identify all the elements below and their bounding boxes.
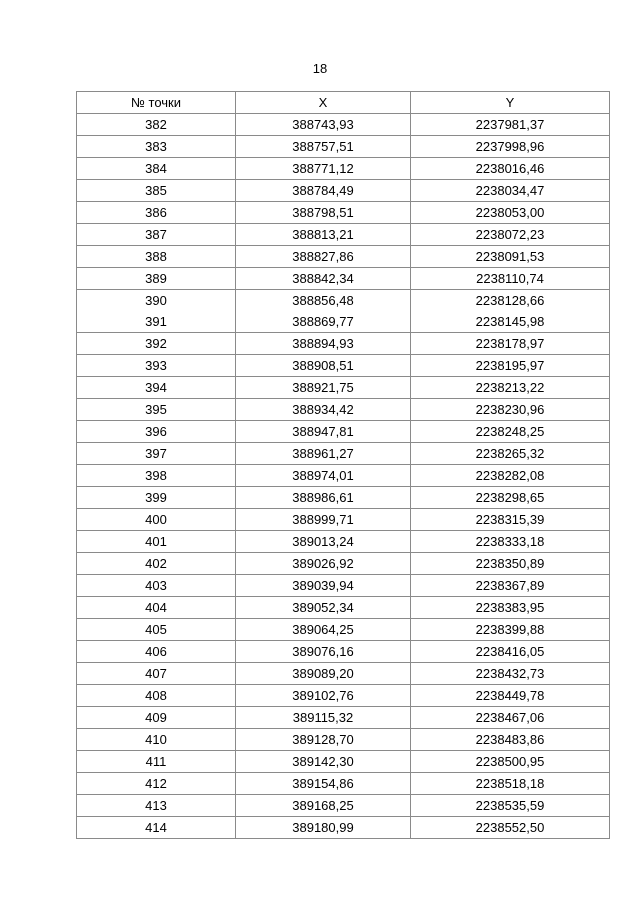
table-row [77,465,610,487]
cell-x: 388934,42 [236,399,411,421]
cell-x: 388869,77 [236,311,411,333]
table-row [77,290,610,312]
cell-point-number: 400 [77,509,236,531]
table-row [77,685,610,707]
cell-point-number: 399 [77,487,236,509]
cell-point-number: 396 [77,421,236,443]
table-body [77,114,610,839]
table-row [77,377,610,399]
cell-x: 388813,21 [236,224,411,246]
table-row [77,531,610,553]
cell-y: 2238483,86 [411,729,610,751]
cell-y: 2238128,66 [411,290,610,312]
cell-x: 389128,70 [236,729,411,751]
cell-x: 388842,34 [236,268,411,290]
cell-x: 388856,48 [236,290,411,312]
cell-point-number: 382 [77,114,236,136]
cell-x: 388894,93 [236,333,411,355]
cell-point-number: 398 [77,465,236,487]
cell-point-number: 393 [77,355,236,377]
table-row [77,663,610,685]
cell-x: 388784,49 [236,180,411,202]
cell-y: 2238016,46 [411,158,610,180]
cell-y: 2238350,89 [411,553,610,575]
cell-x: 388921,75 [236,377,411,399]
cell-x: 389076,16 [236,641,411,663]
cell-y: 2238518,18 [411,773,610,795]
cell-point-number: 411 [77,751,236,773]
table-row [77,333,610,355]
cell-y: 2238449,78 [411,685,610,707]
table-row [77,817,610,839]
cell-point-number: 409 [77,707,236,729]
table-row [77,443,610,465]
cell-point-number: 386 [77,202,236,224]
cell-x: 388771,12 [236,158,411,180]
cell-y: 2238333,18 [411,531,610,553]
cell-y: 2238110,74 [411,268,610,290]
cell-x: 389026,92 [236,553,411,575]
cell-x: 388986,61 [236,487,411,509]
cell-point-number: 407 [77,663,236,685]
table-row [77,597,610,619]
cell-y: 2238282,08 [411,465,610,487]
cell-point-number: 414 [77,817,236,839]
cell-x: 389064,25 [236,619,411,641]
cell-y: 2238178,97 [411,333,610,355]
cell-point-number: 402 [77,553,236,575]
cell-y: 2238034,47 [411,180,610,202]
table-row [77,246,610,268]
cell-point-number: 391 [77,311,236,333]
table-row [77,399,610,421]
cell-point-number: 406 [77,641,236,663]
cell-x: 388908,51 [236,355,411,377]
cell-y: 2238500,95 [411,751,610,773]
cell-x: 389039,94 [236,575,411,597]
cell-x: 389168,25 [236,795,411,817]
cell-point-number: 385 [77,180,236,202]
cell-point-number: 397 [77,443,236,465]
cell-x: 389142,30 [236,751,411,773]
cell-y: 2238367,89 [411,575,610,597]
cell-x: 388827,86 [236,246,411,268]
cell-x: 388974,01 [236,465,411,487]
cell-x: 388757,51 [236,136,411,158]
table-row [77,751,610,773]
table-row [77,575,610,597]
table-row [77,553,610,575]
cell-point-number: 413 [77,795,236,817]
cell-y: 2238072,23 [411,224,610,246]
cell-y: 2237981,37 [411,114,610,136]
header-row [77,92,610,114]
header-x: X [236,92,411,114]
cell-point-number: 384 [77,158,236,180]
coordinates-table [76,91,610,839]
table-header [77,92,610,114]
header-point-number: № точки [77,92,236,114]
cell-point-number: 401 [77,531,236,553]
table-row [77,795,610,817]
cell-y: 2238213,22 [411,377,610,399]
cell-y: 2238383,95 [411,597,610,619]
cell-point-number: 392 [77,333,236,355]
cell-y: 2238535,59 [411,795,610,817]
cell-point-number: 405 [77,619,236,641]
cell-point-number: 412 [77,773,236,795]
table-row [77,487,610,509]
cell-y: 2238467,06 [411,707,610,729]
table-row [77,421,610,443]
cell-x: 389052,34 [236,597,411,619]
cell-y: 2238230,96 [411,399,610,421]
cell-point-number: 390 [77,290,236,312]
table-row [77,114,610,136]
table-row [77,619,610,641]
table-row [77,729,610,751]
table-row [77,224,610,246]
table-row [77,311,610,333]
cell-y: 2238315,39 [411,509,610,531]
cell-x: 389089,20 [236,663,411,685]
cell-y: 2237998,96 [411,136,610,158]
header-y: Y [411,92,610,114]
cell-point-number: 408 [77,685,236,707]
cell-y: 2238416,05 [411,641,610,663]
cell-y: 2238399,88 [411,619,610,641]
table-row [77,158,610,180]
cell-y: 2238298,65 [411,487,610,509]
cell-point-number: 388 [77,246,236,268]
cell-x: 389180,99 [236,817,411,839]
cell-y: 2238053,00 [411,202,610,224]
cell-y: 2238248,25 [411,421,610,443]
cell-point-number: 404 [77,597,236,619]
cell-x: 388743,93 [236,114,411,136]
cell-point-number: 395 [77,399,236,421]
table-row [77,707,610,729]
cell-y: 2238432,73 [411,663,610,685]
cell-x: 388947,81 [236,421,411,443]
cell-point-number: 410 [77,729,236,751]
table-row [77,773,610,795]
table-row [77,355,610,377]
cell-point-number: 389 [77,268,236,290]
table-row [77,136,610,158]
cell-x: 389115,32 [236,707,411,729]
cell-y: 2238145,98 [411,311,610,333]
cell-point-number: 394 [77,377,236,399]
cell-y: 2238091,53 [411,246,610,268]
page-number: 18 [312,61,328,76]
cell-y: 2238552,50 [411,817,610,839]
cell-x: 388961,27 [236,443,411,465]
cell-x: 388999,71 [236,509,411,531]
cell-point-number: 383 [77,136,236,158]
table-row [77,202,610,224]
table-row [77,641,610,663]
cell-point-number: 387 [77,224,236,246]
cell-y: 2238195,97 [411,355,610,377]
cell-x: 389013,24 [236,531,411,553]
cell-x: 388798,51 [236,202,411,224]
cell-x: 389154,86 [236,773,411,795]
cell-y: 2238265,32 [411,443,610,465]
cell-point-number: 403 [77,575,236,597]
table-row [77,268,610,290]
table-row [77,180,610,202]
cell-x: 389102,76 [236,685,411,707]
table-row [77,509,610,531]
